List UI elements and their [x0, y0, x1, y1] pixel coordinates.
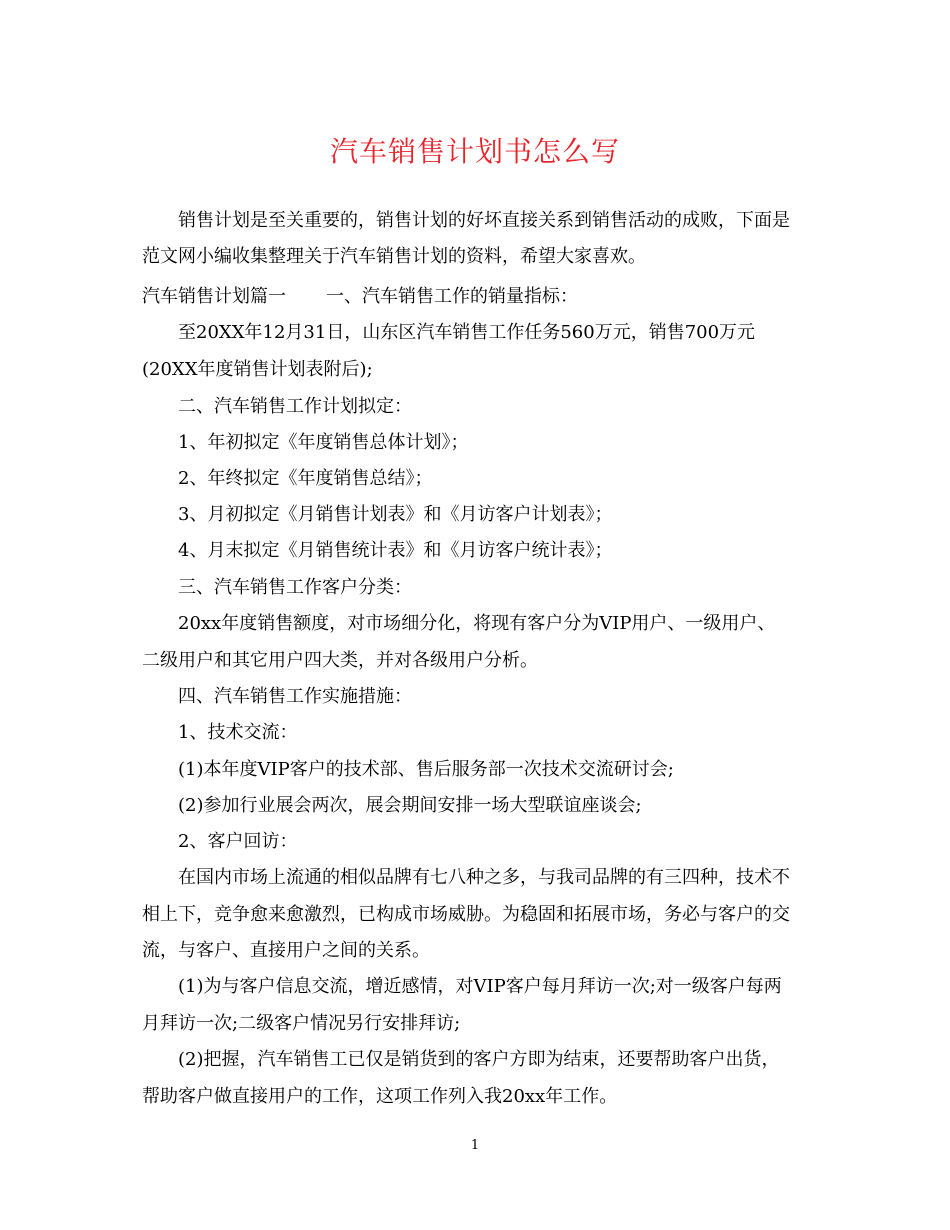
list-item: (1)本年度VIP客户的技术部、售后服务部一次技术交流研讨会; — [178, 759, 674, 780]
section-label: 汽车销售计划篇一 — [142, 286, 286, 307]
subsection-heading: 2、客户回访： — [178, 831, 298, 852]
list-item: 1、年初拟定《年度销售总体计划》； — [178, 432, 469, 453]
subsection-heading: 1、技术交流： — [178, 722, 298, 743]
list-item: (2)把握，汽车销售工已仅是销货到的客户方即为结束，还要帮助客户出货， — [178, 1049, 780, 1070]
list-item: 4、月末拟定《月销售统计表》和《月访客户统计表》； — [178, 540, 613, 561]
list-item: 2、年终拟定《年度销售总结》； — [178, 468, 433, 489]
paragraph-line: 流，与客户、直接用户之间的关系。 — [142, 940, 430, 961]
page-number: 1 — [470, 1138, 480, 1153]
section-heading: 二、汽车销售工作计划拟定： — [178, 396, 412, 417]
list-item: (1)为与客户信息交流，增近感情，对VIP客户每月拜访一次;对一级客户每两 — [178, 976, 782, 997]
paragraph-line: 范文网小编收集整理关于汽车销售计划的资料，希望大家喜欢。 — [142, 246, 646, 267]
paragraph-line: 销售计划是至关重要的，销售计划的好坏直接关系到销售活动的成败，下面是 — [178, 210, 790, 231]
document-title: 汽车销售计划书怎么写 — [329, 135, 620, 168]
paragraph-line: 月拜访一次;二级客户情况另行安排拜访; — [142, 1013, 461, 1034]
paragraph-line: 至20XX年12月31日，山东区汽车销售工作任务560万元，销售700万元 — [178, 322, 756, 343]
paragraph-line: (20XX年度销售计划表附后); — [142, 359, 373, 380]
paragraph-line: 相上下，竞争愈来愈激烈，已构成市场威胁。为稳固和拓展市场，务必与客户的交 — [142, 904, 790, 925]
list-item: (2)参加行业展会两次，展会期间安排一场大型联谊座谈会; — [178, 795, 642, 816]
heading-line — [142, 285, 822, 309]
paragraph-line: 二级用户和其它用户四大类，并对各级用户分析。 — [142, 650, 538, 671]
section-heading: 三、汽车销售工作客户分类： — [178, 577, 412, 598]
paragraph-line: 帮助客户做直接用户的工作，这项工作列入我20xx年工作。 — [142, 1086, 618, 1107]
paragraph-line: 在国内市场上流通的相似品牌有七八种之多，与我司品牌的有三四种，技术不 — [178, 867, 790, 888]
paragraph-line: 20xx年度销售额度，对市场细分化，将现有客户分为VIP用户、一级用户、 — [178, 613, 776, 634]
section-heading: 四、汽车销售工作实施措施： — [178, 686, 412, 707]
section-heading: 一、汽车销售工作的销量指标： — [326, 286, 578, 307]
list-item: 3、月初拟定《月销售计划表》和《月访客户计划表》； — [178, 504, 613, 525]
